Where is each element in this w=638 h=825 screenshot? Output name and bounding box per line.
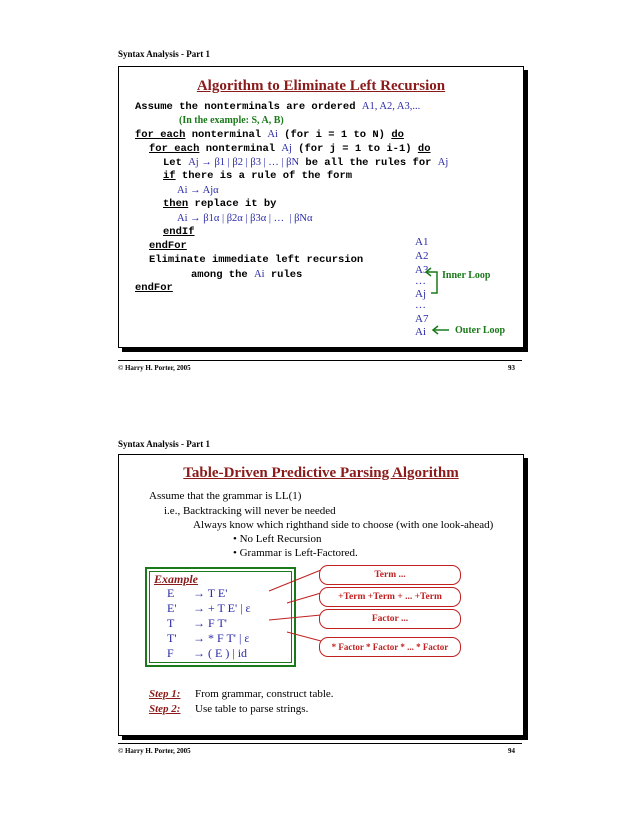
line-then: then replace it by [163,198,277,210]
line-endfor-inner: endFor [149,240,187,252]
side-a7: A7 [415,313,429,325]
step-2: Step 2: Use table to parse strings. [149,703,309,715]
page1-footer-rule [118,360,522,361]
side-a2: A2 [415,250,429,262]
line-among: among the Ai rules [191,269,303,281]
grammar-row: E → T E' [167,586,228,600]
line-for-i: for each nonterminal Ai (for i = 1 to N) do [135,129,404,141]
bullet-no-left-recursion: • No Left Recursion [233,533,322,545]
line-assume [135,100,420,114]
page1-footer-left: © Harry H. Porter, 2005 [118,364,191,372]
line-endif: endIf [163,226,195,238]
grammar-row: T' → * F T' | ε [167,631,250,645]
rule-form: Ai → Ajα [177,185,219,196]
callout-factor: Factor ... [319,609,461,629]
bullet-left-factored: • Grammar is Left-Factored. [233,547,358,559]
slide-94 [118,454,524,736]
page1-header: Syntax Analysis - Part 1 [118,49,211,59]
side-dots-1: … [415,275,426,287]
line-for-j: for each nonterminal Aj (for j = 1 to i-1) do [149,143,431,155]
inner-loop-label: Inner Loop [442,270,491,281]
page2-header: Syntax Analysis - Part 1 [118,439,211,449]
rule-replacement: Ai → β1α | β2α | β3α | … | βNα [177,213,313,224]
callout-term: Term ... [319,565,461,585]
line-endfor-outer: endFor [135,282,173,294]
slide-93 [118,66,524,348]
line-let: Let Aj → β1 | β2 | β3 | … | βN be all the rules for Aj [163,157,449,169]
page2-footer-left: © Harry H. Porter, 2005 [118,747,191,755]
step-1: Step 1: From grammar, construct table. [149,688,334,700]
callout-plus-terms: +Term +Term + ... +Term [319,587,461,607]
side-ai: Ai [415,326,426,338]
line-eliminate: Eliminate immediate left recursion [149,254,364,266]
backtracking-note: i.e., Backtracking will never be needed [164,505,336,517]
slide-94-title: Table-Driven Predictive Parsing Algorithm [183,465,459,481]
line-assume-ab: A1, A2, A3,... [361,101,421,112]
grammar-row: F → ( E ) | id [167,646,248,660]
grammar-row: T → F T' [167,616,227,630]
grammar-row: E' → + T E' | ε [167,601,251,615]
side-aj: Aj [415,288,426,300]
slide-93-title: Algorithm to Eliminate Left Recursion [196,78,446,94]
side-dots-2: … [415,299,426,311]
page2-footer-rule [118,743,522,744]
inner-loop-arrow-icon [427,272,437,293]
page2-page-number: 94 [508,747,515,755]
page1-page-number: 93 [508,364,515,372]
example-label: Example [154,572,198,586]
assume-ll1: Assume that the grammar is LL(1) [149,490,302,502]
outer-loop-label: Outer Loop [455,325,506,336]
line-if: if there is a rule of the form [163,170,353,182]
side-a3: A3 [415,264,429,276]
example-note: (In the example: S, A, B) [179,115,284,126]
lookahead-note: Always know which righthand side to choose (with one look-ahead) [193,519,494,531]
callout-times-factors: * Factor * Factor * ... * Factor [319,637,461,657]
side-a1: A1 [415,236,429,248]
line-assume-text: Assume the nonterminals are ordered [135,101,356,113]
